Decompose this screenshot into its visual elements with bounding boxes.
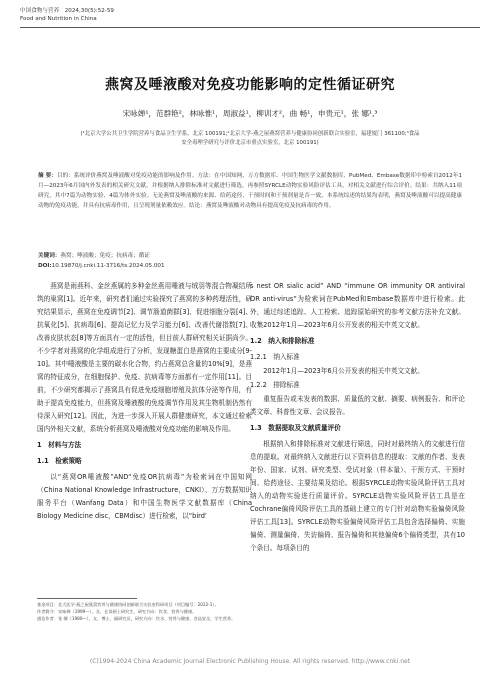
right-column [250,280,465,555]
affiliations: (¹北京大学公共卫生学院营养与食品卫生学系，北京 100191;²北京大学-燕之屋燕窝营养与健康协同创新联合实验室，福建厦门 361100;³食品安全毒理学研究与评价北京市重点实验室，北京 100191) [80,131,420,146]
doi-text: 10.19870/j.cnki.11-3716/ts.2024.05.001 [51,263,165,269]
section-heading-1-2-2: 1.2.2 排除标准 [250,381,300,389]
author-note: 作者简介：宋咏婵（1999—），女，在读硕士研究生，研究方向：饮食、营养与健康。 [37,609,197,614]
footnotes [37,601,465,622]
section-heading-1-3: 1.3 数据提取及文献质量评价 [250,424,341,432]
abstract [38,171,462,211]
keywords-label: 关键词： [38,253,61,259]
paper-title: 燕窝及唾液酸对免疫功能影响的定性循证研究 [105,77,395,93]
section-heading-1-2-1: 1.2.1 纳入标准 [250,353,300,361]
header-rule [20,27,480,28]
section-heading-1: 1 材料与方法 [37,441,82,449]
keywords [38,251,462,259]
search-strategy-continued: s nest OR sialic acid” AND “immune OR immunity OR antiviral OR anti-virus”为检索词在PubMed和Embase数据库中进行检索。此外，通过综述追踪、人工检索、追踪原始研究的参考文献方法补充文献。收集2012年1月—2023年6月公开发表的相关中英文文献。 [250,282,465,329]
author-list: 宋咏婵¹，范群艳²，林咏惟¹，周淑益¹，柳训才²，曲 畅¹，申贵元¹，张 娜¹,³ [122,109,378,118]
data-extraction-paragraph: 根据纳入和排除标准对文献进行筛选，同时对最终纳入的文献进行信息的提取。对最终纳入文献进行以下资料信息的提取：文献的作者、发表年份、国家、试剂、研究类型、受试对象（样本量）、干预方式、干预时间、给药途径、主要结果及结论。根据SYRCLE动物实验风险评估工具对纳入的动物实验进行质量评价。SYRCLE动物实验风险评估工具是在Cochrane偏倚风险评估工具的基础上建立的专门针对动物实验偏倚风险评估工具[13]。SYRCLE动物实验偏倚风险评估工具包含选择偏倚、实施偏倚、测量偏倚、失访偏倚、报告偏倚和其他偏倚6个偏倚类型，共有10个条目。每项条目的 [250,440,465,552]
abstract-text: 目的：系统评价燕窝及唾液酸对免疫功能的影响及作用。方法：在中国知网、万方数据库、中国生物医学文献数据库、PubMed、Embase数据库中检索自2012年1月—2023年6月国内外发表的相关研究文献，并根据纳入排除标准对文献进行筛选，再参照SYRCLE动物实验风险评估工具，对相关文献进行综合评价。结果：共纳入11项研究，其中7篇为动物实验、4篇为体外实验。无论燕窝及唾液酸的来源、给药途径、干预时间和干预剂量是否一致，本系统综述的结果均表明，燕窝及唾液酸可以提高健康动物的免疫功能，并具有抗病毒作用，且呈现剂量依赖效应。结论：燕窝及唾液酸对动物具有提高免疫及抗病毒的作用。 [38,173,462,209]
left-column [37,280,252,523]
footnote-rule [37,598,137,599]
copyright-watermark: (C)1994-2024 China Academic Journal Electronic Publishing House. All rights reserved. http://www.cnki.net [89,658,411,665]
intro-paragraph: 燕窝是雨燕科、金丝燕属的多种金丝燕用唾液与绒羽等混合物凝结所筑的巢窝[1]。近年来，研究者们通过实验探究了燕窝的多种药理活性，研究结果显示，燕窝在免疫调节[2]、调节肠道菌群[3]、促进细胞分裂[4]、抗氧化[5]、抗病毒[6]、提高记忆力及学习能力[6]、改善代谢指数[7]、改善皮肤状态[8]等方面具有一定的活性，但目前人群研究相关证据尚少。不少学者对燕窝的化学组成进行了分析，发现糖蛋白是燕窝的主要成分[9-10]。其中唾液酸是主要的碳水化合物，约占燕窝总含量的10%[9]，是燕窝的特征成分，在细胞保护、免疫、抗病毒等方面都有一定作用[11]。目前，不少研究都揭示了燕窝具有促进免疫细胞增殖及抗体分泌等作用，有助于提高免疫能力，但燕窝及唾液酸的免疫调节作用及其生物机制仍然有待深入研究[12]。因此，为进一步深入开展人群健康研究，本文通过检索国内外相关文献，系统分析燕窝及唾液酸对免疫功能的影响及作用。 [37,282,252,433]
fund-note: 基金项目：北大医学-燕之屋燕窝营养与健康协同创新联合实验室科研项目（项目编号：2022-1）。 [37,602,219,607]
keywords-text: 燕窝；唾液酸；免疫；抗病毒；循证 [60,253,150,259]
journal-english-name: Food and Nutrition in China [20,15,97,22]
search-strategy-paragraph: 以“燕窝OR唾液酸”AND“免疫OR抗病毒”为检索词在中国知网（China National Knowledge Infrastructure，CNKI）、万方数据知识服务平台（Wanfang Data）和中国生物医学文献数据库（China Biology Medicine disc，CBMdisc）进行检索，以“bird’ [37,473,252,520]
doi [38,263,462,269]
abstract-label: 摘 要： [38,173,57,179]
corresponding-note: 通信作者：张 娜（1980—），女，博士，副研究员，研究方向：饮水、营养与健康、食品安全，学生营养。 [37,616,236,621]
exclusion-paragraph: 重复报告或未发表的数据、质量低的文献、摘要、病例报告、和评论类文章、科普性文章、会议报告。 [250,395,465,416]
inclusion-paragraph: 2012年1月—2023年6月公开发表的相关中英文文献。 [263,367,424,375]
section-heading-1-2: 1.2 纳入和排除标准 [250,337,315,345]
journal-citation: 中国食物与营养 2024,30(5):52-59 [20,8,114,14]
doi-label: DOI: [38,263,52,269]
section-heading-1-1: 1.1 检索策略 [37,457,82,465]
journal-header [20,8,114,23]
